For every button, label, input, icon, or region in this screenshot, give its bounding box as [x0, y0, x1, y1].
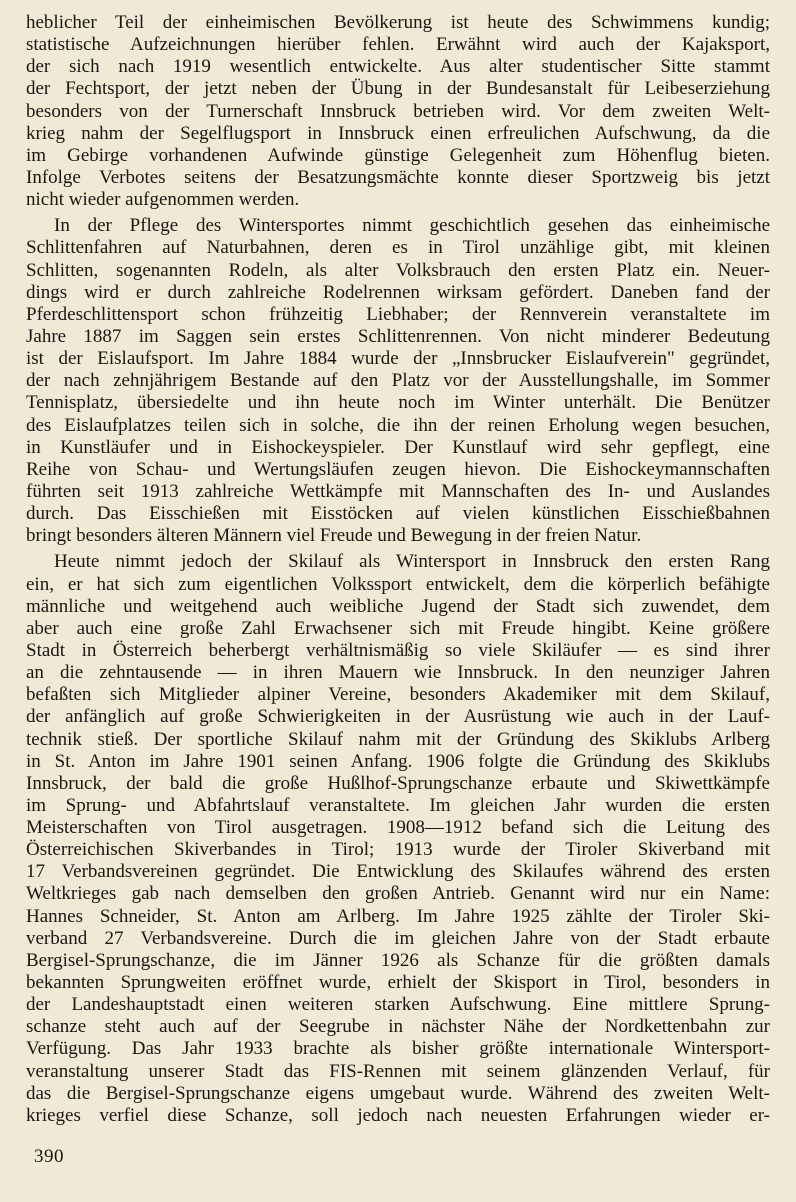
text-line: veranstaltung unserer Stadt das FIS-Rennen mit seinem glänzenden Verlauf, für — [26, 1060, 770, 1082]
text-line: männliche und weitgehend auch weibliche Jugend der Stadt sich zuwendet, dem — [26, 595, 770, 617]
text-line: krieges verfiel diese Schanze, soll jedoch nach neuesten Erfahrungen wieder er- — [26, 1104, 770, 1126]
paragraph-winter-sports — [26, 215, 770, 547]
text-line: Innsbruck, der bald die große Hußlhof-Sprungschanze erbaute und Skiwettkämpfe — [26, 772, 770, 794]
paragraph-skiing — [26, 551, 770, 1127]
text-line: bekannten Sprungweiten eröffnet wurde, erhielt der Skisport in Tirol, besonders in — [26, 972, 770, 994]
text-line: führten seit 1913 zahlreiche Wettkämpfe mit Mannschaften des In- und Auslandes — [26, 480, 770, 502]
text-line: 17 Verbandsvereinen gegründet. Die Entwicklung des Skilaufes während des ersten — [26, 861, 770, 883]
page-body — [26, 0, 770, 1127]
text-line: ist der Eislaufsport. Im Jahre 1884 wurde der „Innsbrucker Eislaufverein" gegründet, — [26, 348, 770, 370]
text-line: schanze steht auch auf der Seegrube in nächster Nähe der Nordkettenbahn zur — [26, 1016, 770, 1038]
text-line: Reihe von Schau- und Wertungsläufen zeugen hievon. Die Eishockeymannschaften — [26, 458, 770, 480]
text-line: Verfügung. Das Jahr 1933 brachte als bisher größte internationale Wintersport- — [26, 1038, 770, 1060]
text-line: der anfänglich auf große Schwierigkeiten in der Ausrüstung wie auch in der Lauf- — [26, 706, 770, 728]
text-line: Meisterschaften von Tirol ausgetragen. 1908—1912 befand sich die Leitung des — [26, 817, 770, 839]
text-line: Hannes Schneider, St. Anton am Arlberg. Im Jahre 1925 zählte der Tiroler Ski- — [26, 905, 770, 927]
text-line: Schlittenfahren auf Naturbahnen, deren es in Tirol unzählige gibt, mit kleinen — [26, 237, 770, 259]
text-line: aber auch eine große Zahl Erwachsener sich mit Freude hingibt. Keine größere — [26, 617, 770, 639]
text-line: Stadt in Österreich beherbergt verhältnismäßig so viele Skiläufer — es sind ihrer — [26, 639, 770, 661]
text-line: im Gebirge vorhandenen Aufwinde günstige Gelegenheit zum Höhenflug bieten. — [26, 144, 770, 166]
text-line: nicht wieder aufgenommen werden. — [26, 189, 300, 211]
text-line: im Sprung- und Abfahrtslauf veranstaltete. Im gleichen Jahr wurden die ersten — [26, 794, 770, 816]
text-line: in Kunstläufer und in Eishockeyspieler. Der Kunstlauf wird sehr gepflegt, eine — [26, 436, 770, 458]
text-line: der Fechtsport, der jetzt neben der Übung in der Bundesanstalt für Leibeserziehung — [26, 78, 770, 100]
text-line: des Eislaufplatzes teilen sich in solche, die ihn der reinen Erholung wegen besuchen, — [26, 414, 770, 436]
text-line: In der Pflege des Wintersportes nimmt geschichtlich gesehen das einheimische — [54, 215, 770, 237]
text-line: statistische Aufzeichnungen hierüber fehlen. Erwähnt wird auch der Kajaksport, — [26, 34, 770, 56]
text-line: bringt besonders älteren Männern viel Freude und Bewegung in der freien Natur. — [26, 525, 642, 547]
paragraph-swimming-sports — [26, 12, 770, 211]
text-line: Tennisplatz, übersiedelte und ihn heute noch im Winter unterhält. Die Benützer — [26, 392, 770, 414]
text-line: Schlitten, sogenannten Rodeln, als alter Volksbrauch den ersten Platz ein. Neuer- — [26, 259, 770, 281]
text-line: verband 27 Verbandsvereine. Durch die im gleichen Jahre von der Stadt erbaute — [26, 927, 770, 949]
text-line: Infolge Verbotes seitens der Besatzungsmächte konnte dieser Sportzweig bis jetzt — [26, 166, 770, 188]
text-line: Pferdeschlittensport schon frühzeitig Liebhaber; der Rennverein veranstaltete im — [26, 303, 770, 325]
text-line: heblicher Teil der einheimischen Bevölkerung ist heute des Schwimmens kundig; — [26, 12, 770, 33]
text-line: befaßten sich Mitglieder alpiner Vereine, besonders Akademiker mit dem Skilauf, — [26, 684, 770, 706]
text-line: durch. Das Eisschießen mit Eisstöcken auf vielen künstlichen Eisschießbahnen — [26, 503, 770, 525]
text-line: Weltkrieges gab nach demselben den großen Antrieb. Genannt wird nur ein Name: — [26, 883, 770, 905]
text-line: der nach zehnjährigem Bestande auf den Platz vor der Ausstellungshalle, im Sommer — [26, 370, 770, 392]
text-line: der sich nach 1919 wesentlich entwickelte. Aus alter studentischer Sitte stammt — [26, 56, 770, 78]
text-line: an die zehntausende — in ihren Mauern wie Innsbruck. In den neunziger Jahren — [26, 662, 770, 684]
text-line: krieg nahm der Segelflugsport in Innsbruck einen erfreulichen Aufschwung, da die — [26, 122, 770, 144]
text-line: Jahre 1887 im Saggen sein erstes Schlittenrennen. Von nicht minderer Bedeutung — [26, 325, 770, 347]
text-line: technik stieß. Der sportliche Skilauf nahm mit der Gründung des Skiklubs Arlberg — [26, 728, 770, 750]
page-number: 390 — [34, 1146, 64, 1167]
text-line: besonders von der Turnerschaft Innsbruck betrieben wird. Vor dem zweiten Welt- — [26, 100, 770, 122]
text-line: der Landeshauptstadt einen weiteren starken Aufschwung. Eine mittlere Sprung- — [26, 994, 770, 1016]
text-line: das die Bergisel-Sprungschanze eigens umgebaut wurde. Während des zweiten Welt- — [26, 1082, 770, 1104]
text-line: dings wird er durch zahlreiche Rodelrennen wirksam gefördert. Daneben fand der — [26, 281, 770, 303]
text-line: Bergisel-Sprungschanze, die im Jänner 1926 als Schanze für die größten damals — [26, 949, 770, 971]
text-line: Österreichischen Skiverbandes in Tirol; 1913 wurde der Tiroler Skiverband mit — [26, 839, 770, 861]
text-line: in St. Anton im Jahre 1901 seinen Anfang. 1906 folgte die Gründung des Skiklubs — [26, 750, 770, 772]
text-line: Heute nimmt jedoch der Skilauf als Wintersport in Innsbruck den ersten Rang — [54, 551, 770, 573]
text-line: ein, er hat sich zum eigentlichen Volkssport entwickelt, dem die körperlich befähigte — [26, 573, 770, 595]
